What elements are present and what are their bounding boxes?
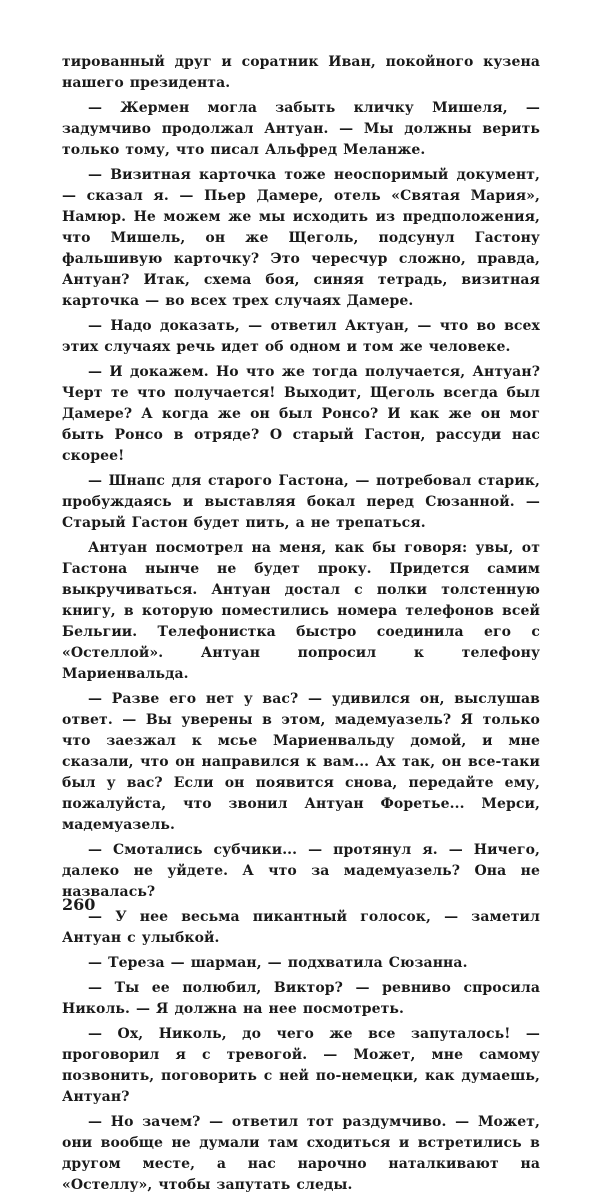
body-text [62,52,540,1200]
paragraph: — Надо доказать, — ответил Актуан, — что во всех этих случаях речь идет об одном и том же человеке. [62,318,540,355]
page-number: 260 [62,895,96,914]
paragraph: — Смотались субчики... — протянул я. — Ничего, далеко не уйдете. А что за мадемуазель? Она не назвалась? [62,842,540,900]
paragraph: — Ох, Николь, до чего же все запуталось! — проговорил я с тревогой. — Может, мне самому позвонить, поговорить с ней по-немецки, как думаешь, Антуан? [62,1026,540,1105]
paragraph: — У нее весьма пикантный голосок, — заметил Антуан с улыбкой. [62,909,540,946]
paragraph: тированный друг и соратник Иван, покойного кузена нашего президента. [62,54,540,91]
paragraph: — Визитная карточка тоже неоспоримый документ, — сказал я. — Пьер Дамере, отель «Святая Мария», Намюр. Не можем же мы исходить из предположения, что Мишель, он же Щеголь, подсунул Гастону фальшивую карточку? Это чересчур сложно, правда, Антуан? Итак, схема боя, синяя тетрадь, визитная карточка — во всех трех случаях Дамере. [62,167,540,309]
paragraph: — Ты ее полюбил, Виктор? — ревниво спросила Николь. — Я должна на нее посмотреть. [62,980,540,1017]
paragraph: — Жермен могла забыть кличку Мишеля, — задумчиво продолжал Антуан. — Мы должны верить только тому, что писал Альфред Меланже. [62,100,540,158]
paragraph: — Разве его нет у вас? — удивился он, выслушав ответ. — Вы уверены в этом, мадемуазель? Я только что заезжал к мсье Мариенвальду домой, и мне сказали, что он направился к вам... Ах так, он все-таки был у вас? Если он появится снова, передайте ему, пожалуйста, что звонил Антуан Форетье... Мерси, мадемуазель. [62,691,540,833]
paragraph: — И докажем. Но что же тогда получается, Антуан? Черт те что получается! Выходит, Щеголь всегда был Дамере? А когда же он был Ронсо? И как же он мог быть Ронсо в отряде? О старый Гастон, рассуди нас скорее! [62,364,540,464]
paragraph: Антуан посмотрел на меня, как бы говоря: увы, от Гастона нынче не будет проку. Придется самим выкручиваться. Антуан достал с полки толстенную книгу, в которую поместились номера телефонов всей Бельгии. Телефонистка быстро соединила его с «Остеллой». Антуан попросил к телефону Мариенвальда. [62,540,540,682]
paragraph: — Шнапс для старого Гастона, — потребовал старик, пробуждаясь и выставляя бокал перед Сюзанной. — Старый Гастон будет пить, а не трепаться. [62,473,540,531]
paragraph: — Но зачем? — ответил тот раздумчиво. — Может, они вообще не думали там сходиться и встретились в другом месте, а нас нарочно наталкивают на «Остеллу», чтобы запутать следы. [62,1114,540,1193]
paragraph: — Тереза — шарман, — подхватила Сюзанна. [88,955,468,971]
